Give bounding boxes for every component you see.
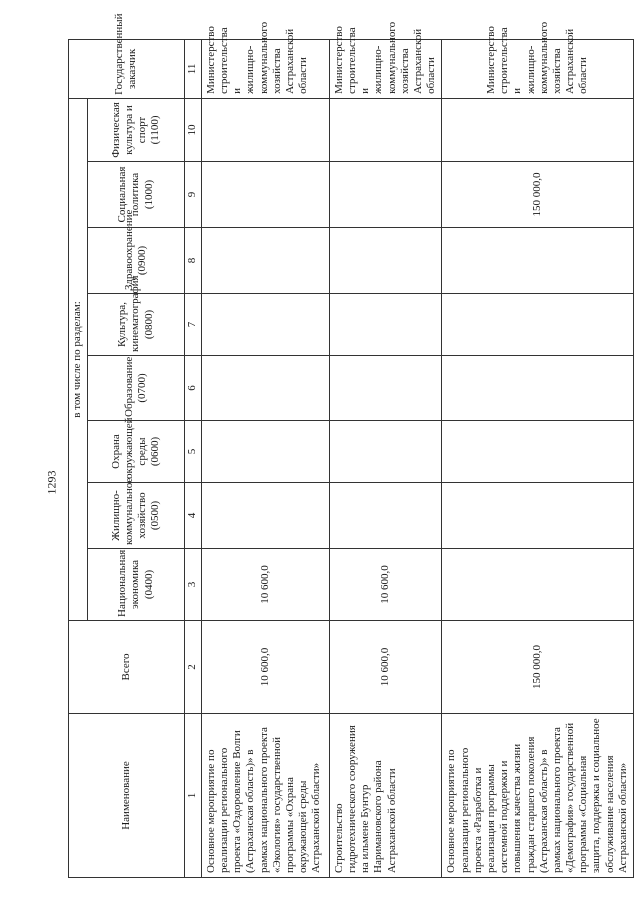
column-number: 8 [184,228,201,294]
header-section-0500: Жилищно-коммунальное хозяйство (0500) [88,483,185,549]
column-number: 3 [184,549,201,621]
row-section-0400: 10 600,0 [329,549,442,621]
row-section-0500 [201,483,329,549]
header-in-sections: в том числе по разделам: [69,98,88,620]
row-total: 10 600,0 [201,621,329,714]
row-section-0600 [201,421,329,483]
row-name: Основное мероприятие по реализации регионального проекта «Оздоровление Волги (Астраханская область)» в рамках национального проекта «Экология» государственной программы «Охрана окружающей среды Астраханской области» [201,714,329,878]
column-number-row [184,39,201,877]
row-section-0700 [442,356,634,421]
table-row [329,39,442,877]
table-row [201,39,329,877]
column-number: 6 [184,356,201,421]
header-section-0900: Здравоохранение (0900) [88,228,185,294]
column-number: 10 [184,98,201,161]
row-section-0900 [442,228,634,294]
row-section-1000: 150 000,0 [442,162,634,228]
row-section-0500 [442,483,634,549]
expenditure-table [68,13,634,878]
rotated-table-sheet [68,13,634,878]
header-customer: Государственный заказчик [69,39,185,98]
row-section-0900 [201,228,329,294]
row-section-1000 [201,162,329,228]
row-section-1000 [329,162,442,228]
header-section-0800: Культура, кинематография (0800) [88,294,185,356]
row-section-0900 [329,228,442,294]
row-section-0700 [329,356,442,421]
header-section-1100: Физическая культура и спорт (1100) [88,98,185,161]
row-name: Основное мероприятие по реализации регионального проекта «Разработка и реализация программы системной поддержки и повышения качества жизни граждан старшего поколения (Астраханская область)» в рамках национального проекта «Демография» государственной программы «Социальная защита, поддержка и социальное обслуживание населения Астраханской области» [442,714,634,878]
row-section-0500 [329,483,442,549]
row-customer: Министерство строительства и жилищно-коммунального хозяйства Астраханской области [329,39,442,98]
row-name: Строительство гидротехнического сооружения на ильмене Бунтур Наримановского района Астраханской области [329,714,442,878]
row-total: 10 600,0 [329,621,442,714]
row-section-0600 [442,421,634,483]
header-section-0700: Образование (0700) [88,356,185,421]
header-row-top [69,39,88,877]
row-total: 150 000,0 [442,621,634,714]
row-section-0400 [442,549,634,621]
table-row [442,39,634,877]
row-customer: Министерство строительства и жилищно-коммунального хозяйства Астраханской области [201,39,329,98]
header-section-0600: Охрана окружающей среды (0600) [88,421,185,483]
header-section-1000: Социальная политика (1000) [88,162,185,228]
column-number: 5 [184,421,201,483]
header-total: Всего [69,621,185,714]
row-section-1100 [329,98,442,161]
header-name: Наименование [69,714,185,878]
row-section-0600 [329,421,442,483]
row-section-0400: 10 600,0 [201,549,329,621]
column-number: 4 [184,483,201,549]
row-customer: Министерство строительства и жилищно-коммунального хозяйства Астраханской области [442,39,634,98]
row-section-0800 [329,294,442,356]
row-section-1100 [201,98,329,161]
row-section-1100 [442,98,634,161]
page-number: 1293 [44,470,59,495]
row-section-0700 [201,356,329,421]
column-number: 11 [184,39,201,98]
column-number: 2 [184,621,201,714]
column-number: 9 [184,162,201,228]
column-number: 1 [184,714,201,878]
column-number: 7 [184,294,201,356]
header-section-0400: Национальная экономика (0400) [88,549,185,621]
row-section-0800 [201,294,329,356]
row-section-0800 [442,294,634,356]
